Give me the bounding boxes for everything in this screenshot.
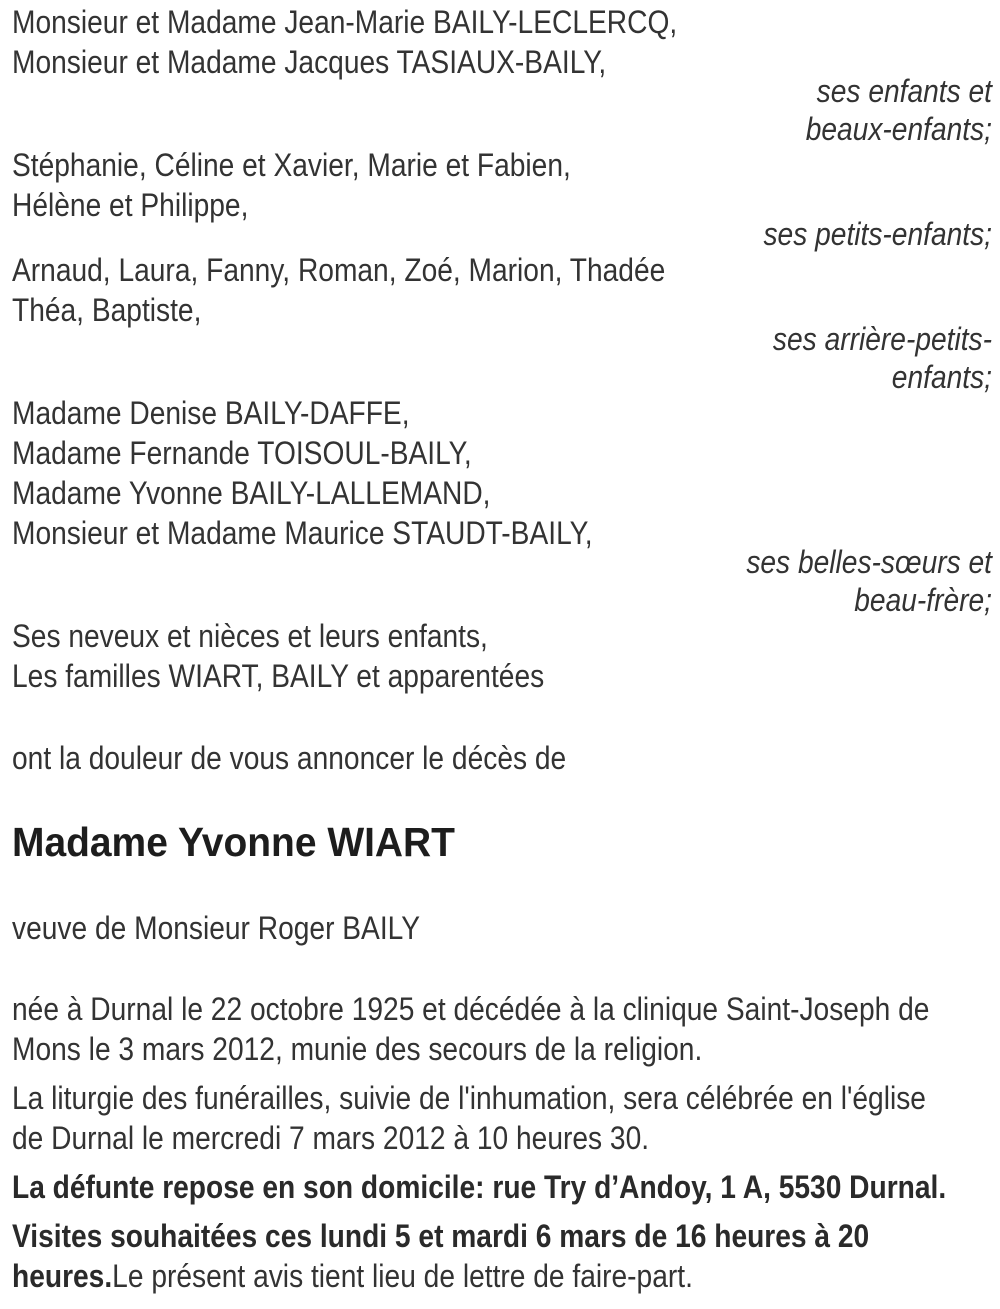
relation-label: beau-frère; — [854, 582, 992, 618]
relative-name-line: Madame Fernande TOISOUL-BAILY, — [12, 435, 472, 471]
visiting-hours-text: Visites souhaitées ces lundi 5 et mardi 6 mars de 16 heures à 20 — [12, 1218, 870, 1254]
relative-name-line: Monsieur et Madame Jean-Marie BAILY-LECLERCQ, — [12, 4, 678, 40]
relative-name-line: Ses neveux et nièces et leurs enfants, — [12, 618, 488, 654]
birth-death-text: née à Durnal le 22 octobre 1925 et décédée à la clinique Saint-Joseph de — [12, 991, 930, 1027]
relation-label: ses petits-enfants; — [763, 216, 992, 252]
relative-name-line: Les familles WIART, BAILY et apparentées — [12, 658, 545, 694]
funeral-liturgy-text: La liturgie des funérailles, suivie de l'inhumation, sera célébrée en l'église — [12, 1080, 926, 1116]
relative-name-line: Monsieur et Madame Jacques TASIAUX-BAILY, — [12, 44, 607, 80]
widow-text: veuve de Monsieur Roger BAILY — [12, 910, 421, 946]
funeral-liturgy-text: de Durnal le mercredi 7 mars 2012 à 10 heures 30. — [12, 1120, 650, 1156]
birth-death-text: Mons le 3 mars 2012, munie des secours de la religion. — [12, 1031, 703, 1067]
announcement-text: ont la douleur de vous annoncer le décès de — [12, 740, 567, 776]
closing-line — [12, 1256, 874, 1296]
farewell-text: Le présent avis tient lieu de lettre de faire-part. — [112, 1258, 693, 1294]
relative-name-line: Hélène et Philippe, — [12, 187, 249, 223]
repose-location-text: La défunte repose en son domicile: rue Try d’Andoy, 1 A, 5530 Durnal. — [12, 1169, 947, 1205]
relative-name-line: Arnaud, Laura, Fanny, Roman, Zoé, Marion, Thadée — [12, 252, 666, 288]
relative-name-line: Madame Denise BAILY-DAFFE, — [12, 395, 410, 431]
relation-label: ses arrière-petits- — [772, 321, 992, 357]
relative-name-line: Théa, Baptiste, — [12, 292, 202, 328]
relation-label: enfants; — [891, 359, 992, 395]
relation-label: ses enfants et — [816, 73, 992, 109]
deceased-name: Madame Yvonne WIART — [12, 819, 455, 865]
relation-label: ses belles-sœurs et — [746, 544, 992, 580]
relative-name-line: Stéphanie, Céline et Xavier, Marie et Fabien, — [12, 147, 571, 183]
relative-name-line: Madame Yvonne BAILY-LALLEMAND, — [12, 475, 491, 511]
visiting-hours-tail: heures. — [12, 1258, 113, 1294]
relative-name-line: Monsieur et Madame Maurice STAUDT-BAILY, — [12, 515, 593, 551]
relation-label: beaux-enfants; — [805, 111, 992, 147]
